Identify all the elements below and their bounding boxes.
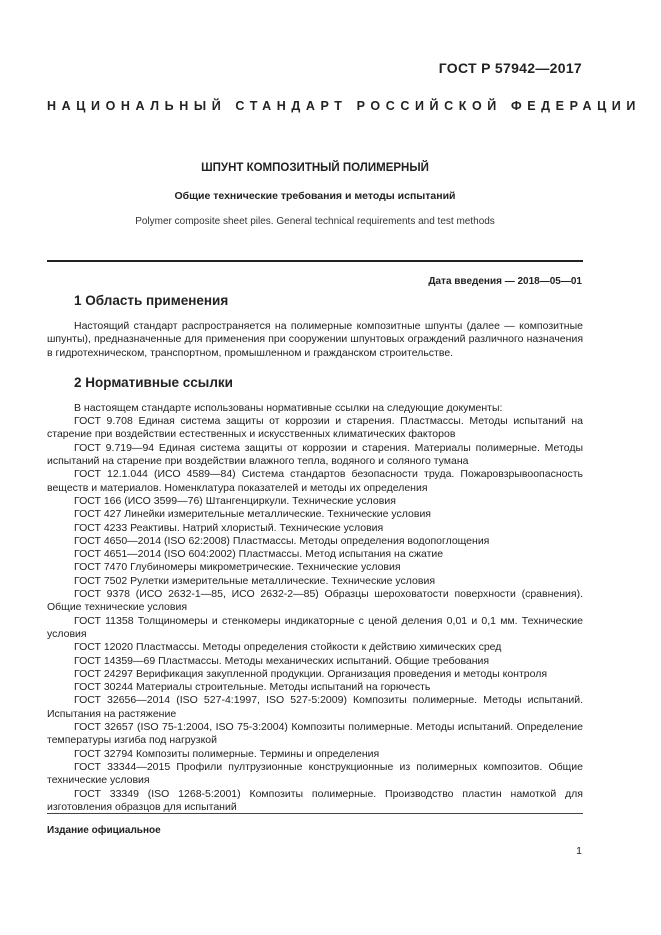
reference-line: ГОСТ 33344—2015 Профили пултрузионные конструкционные из полимерных композитов. Общие технические условия xyxy=(47,760,583,787)
reference-line: ГОСТ 32794 Композиты полимерные. Термины и определения xyxy=(74,747,380,760)
reference-line: ГОСТ 7470 Глубиномеры микрометрические. Технические условия xyxy=(74,561,401,574)
reference-line: ГОСТ 33349 (ISO 1268-5:2001) Композиты полимерные. Производство пластин намоткой для изготовления образцов для испытаний xyxy=(47,787,583,813)
reference-line: ГОСТ 12020 Пластмассы. Методы определения стойкости к действию химических сред xyxy=(74,641,502,654)
reference-line: ГОСТ 32656—2014 (ISO 527-4:1997, ISO 527-5:2009) Композиты полимерные. Методы испытаний. Испытания на растяжение xyxy=(47,694,583,720)
reference-line: ГОСТ 427 Линейки измерительные металлические. Технические условия xyxy=(74,508,431,521)
reference-line: ГОСТ 11358 Толщиномеры и стенкомеры индикаторные с ценой деления 0,01 и 0,1 мм. Технические условия xyxy=(47,614,583,640)
reference-line: ГОСТ 14359—69 Пластмассы. Методы механических испытаний. Общие требования xyxy=(74,654,490,667)
document-title: ШПУНТ КОМПОЗИТНЫЙ ПОЛИМЕРНЫЙ xyxy=(201,162,429,174)
reference-line: ГОСТ 4233 Реактивы. Натрий хлористый. Технические условия xyxy=(74,521,384,534)
reference-line: ГОСТ 12.1.044 (ИСО 4589—84) Система стандартов безопасности труда. Пожаровзрывоопасность веществ и материалов. Номенклатура показателей и методы их определения xyxy=(47,468,583,494)
reference-line: ГОСТ 9.719—94 Единая система защиты от коррозии и старения. Материалы полимерные. Методы испытаний на старение при воздействии влажного тепла, водяного и соляного тумана xyxy=(47,441,583,468)
reference-line: В настоящем стандарте использованы нормативные ссылки на следующие документы: xyxy=(74,401,503,414)
page-number: 1 xyxy=(576,845,582,857)
header-divider xyxy=(47,260,583,262)
intro-date: Дата введения — 2018—05—01 xyxy=(428,276,582,287)
section-1-heading: 1 Область применения xyxy=(74,293,229,308)
reference-line: ГОСТ 166 (ИСО 3599—76) Штангенциркули. Технические условия xyxy=(74,494,396,507)
reference-line: ГОСТ 4650—2014 (ISO 62:2008) Пластмассы. Методы определения водопоглощения xyxy=(74,534,490,547)
reference-line: ГОСТ 24297 Верификация закупленной продукции. Организация проведения и методы контроля xyxy=(74,667,548,680)
reference-line: ГОСТ 4651—2014 (ISO 604:2002) Пластмассы. Метод испытания на сжатие xyxy=(74,548,444,561)
footer-divider xyxy=(47,813,583,814)
references-list xyxy=(47,402,583,814)
reference-line: ГОСТ 9378 (ИСО 2632-1—85, ИСО 2632-2—85) Образцы шероховатости поверхности (сравнения). Общие технические условия xyxy=(47,588,583,614)
national-standard-banner: НАЦИОНАЛЬНЫЙ СТАНДАРТ РОССИЙСКОЙ ФЕДЕРАЦИИ xyxy=(47,99,641,113)
section-2-heading: 2 Нормативные ссылки xyxy=(74,374,233,390)
reference-line: ГОСТ 7502 Рулетки измерительные металлические. Технические условия xyxy=(74,574,436,587)
doc-number: ГОСТ Р 57942—2017 xyxy=(438,60,582,76)
reference-line: ГОСТ 32657 (ISO 75-1:2004, ISO 75-3:2004) Композиты полимерные. Методы испытаний. Определение температуры изгиба под нагрузкой xyxy=(47,721,583,747)
main-content xyxy=(47,292,583,814)
english-title: Polymer composite sheet piles. General technical requirements and test methods xyxy=(135,216,495,227)
official-edition-label: Издание официальное xyxy=(47,825,161,836)
reference-line: ГОСТ 30244 Материалы строительные. Методы испытаний на горючесть xyxy=(74,681,431,694)
document-subtitle: Общие технические требования и методы испытаний xyxy=(174,190,456,202)
section-1-text: Настоящий стандарт распространяется на полимерные композитные шпунты (далее — композитные шпунты), предназначенные для применения при сооружении шпунтовых ограждений различного назначения в гидротехническом, транспортном, промышленном и гражданском строительстве. xyxy=(47,320,583,359)
reference-line: ГОСТ 9.708 Единая система защиты от коррозии и старения. Пластмассы. Методы испытаний на старение при воздействии естественных и искусственных климатических факторов xyxy=(47,415,583,441)
